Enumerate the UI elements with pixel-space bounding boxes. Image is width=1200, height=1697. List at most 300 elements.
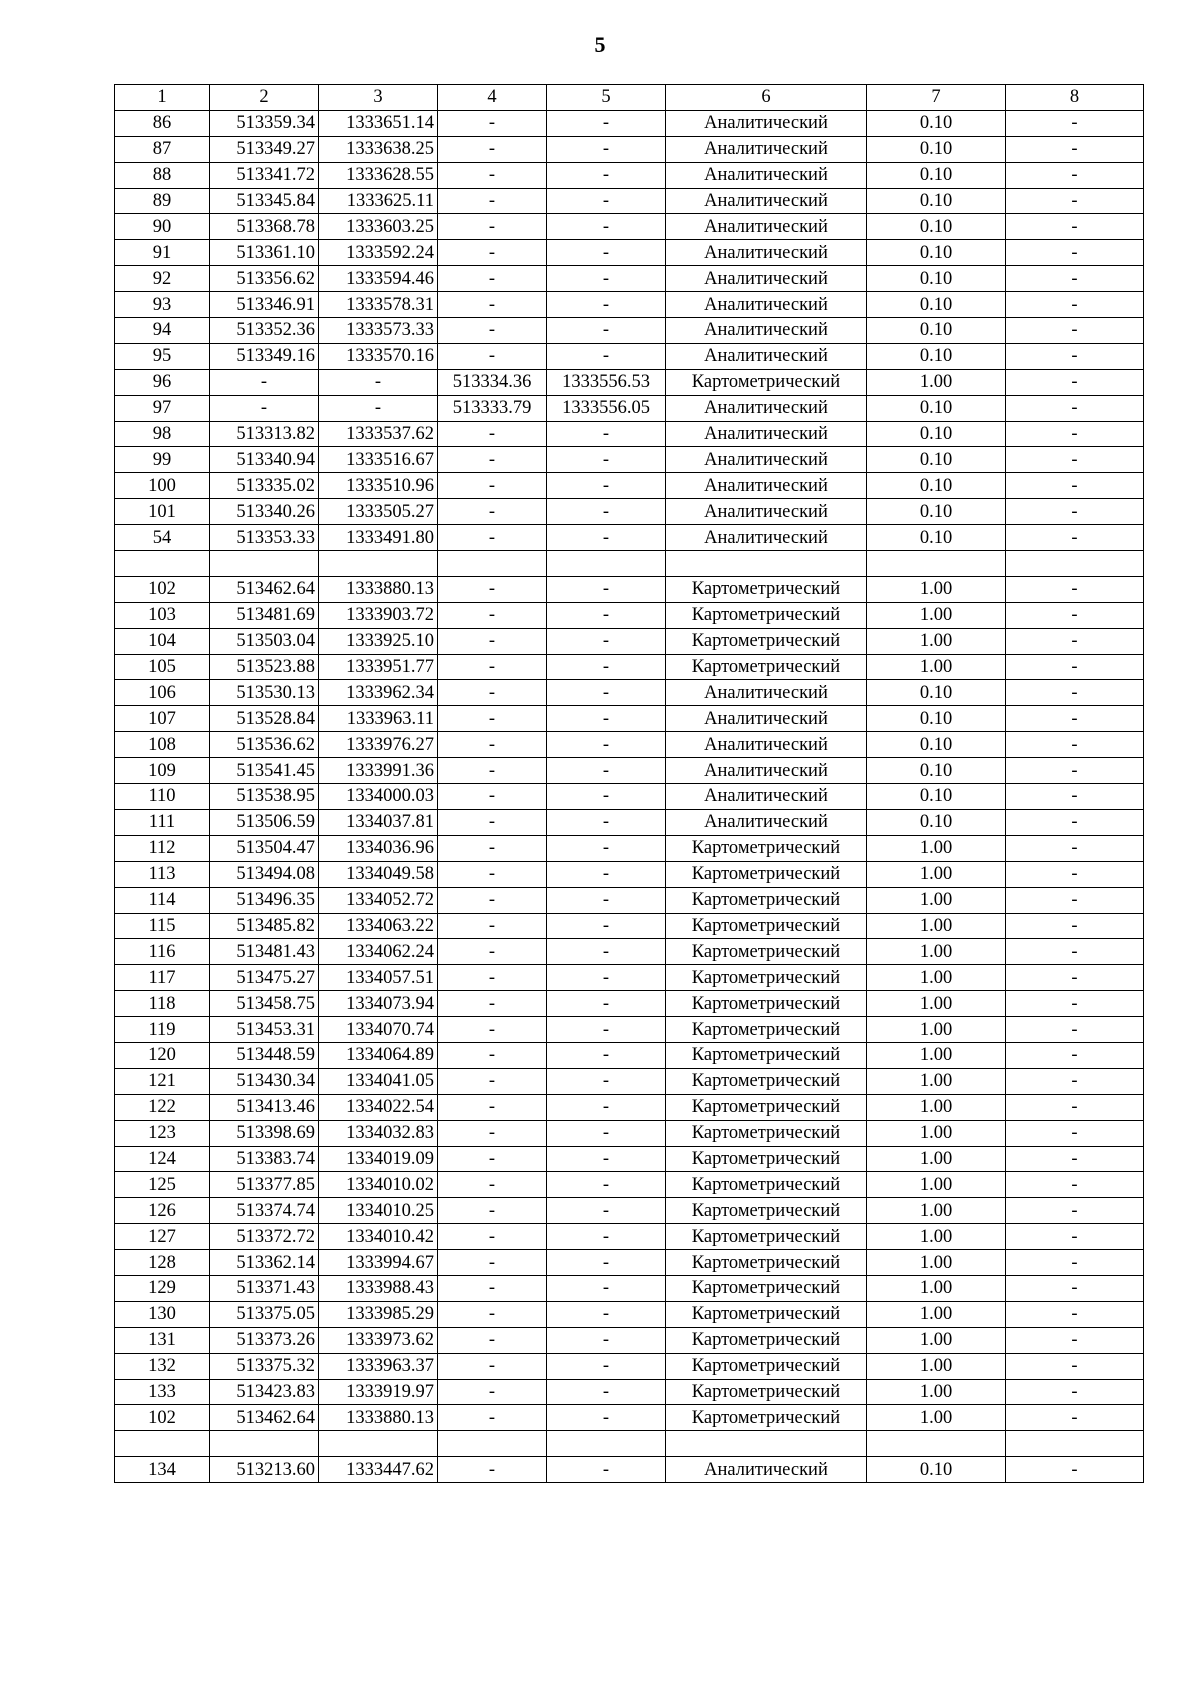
table-cell: -: [547, 421, 666, 447]
table-cell: 1.00: [867, 939, 1006, 965]
table-cell: [666, 1431, 867, 1457]
table-cell: -: [1006, 628, 1144, 654]
table-cell: 1333951.77: [319, 654, 438, 680]
table-cell: 0.10: [867, 421, 1006, 447]
table-cell: 513372.72: [210, 1224, 319, 1250]
table-cell: -: [438, 965, 547, 991]
table-cell: -: [547, 1146, 666, 1172]
table-cell: 1.00: [867, 628, 1006, 654]
table-row: [115, 1017, 1144, 1043]
table-separator-row: [115, 551, 1144, 577]
table-cell: -: [547, 499, 666, 525]
table-cell: -: [1006, 784, 1144, 810]
table-cell: 1334057.51: [319, 965, 438, 991]
table-cell: Аналитический: [666, 706, 867, 732]
table-cell: -: [319, 395, 438, 421]
table-cell: 513335.02: [210, 473, 319, 499]
table-cell: 513373.26: [210, 1327, 319, 1353]
table-cell: 127: [115, 1224, 210, 1250]
table-cell: 0.10: [867, 784, 1006, 810]
table-separator-row: [115, 1431, 1144, 1457]
table-cell: 513530.13: [210, 680, 319, 706]
table-cell: -: [438, 1120, 547, 1146]
table-cell: [438, 551, 547, 577]
table-cell: -: [547, 1042, 666, 1068]
table-row: [115, 628, 1144, 654]
table-cell: 513496.35: [210, 887, 319, 913]
table-cell: -: [438, 1353, 547, 1379]
table-cell: 513371.43: [210, 1275, 319, 1301]
table-cell: -: [547, 965, 666, 991]
table-row: [115, 1042, 1144, 1068]
table-row: [115, 680, 1144, 706]
table-cell: 513528.84: [210, 706, 319, 732]
table-cell: -: [438, 1301, 547, 1327]
table-cell: 116: [115, 939, 210, 965]
table-cell: 513541.45: [210, 758, 319, 784]
table-cell: 0.10: [867, 136, 1006, 162]
table-cell: -: [438, 628, 547, 654]
table-cell: 1333962.34: [319, 680, 438, 706]
table-cell: 513359.34: [210, 110, 319, 136]
table-cell: 0.10: [867, 680, 1006, 706]
table-cell: 0.10: [867, 292, 1006, 318]
table-cell: -: [1006, 343, 1144, 369]
table-cell: 1333991.36: [319, 758, 438, 784]
table-cell: -: [1006, 499, 1144, 525]
table-cell: 96: [115, 369, 210, 395]
table-cell: -: [438, 1198, 547, 1224]
table-cell: 111: [115, 809, 210, 835]
table-cell: 1.00: [867, 1198, 1006, 1224]
table-cell: -: [1006, 1327, 1144, 1353]
table-row: [115, 1405, 1144, 1431]
table-cell: [210, 1431, 319, 1457]
table-cell: Аналитический: [666, 395, 867, 421]
table-header-row: [115, 85, 1144, 111]
table-row: [115, 706, 1144, 732]
table-cell: -: [1006, 1017, 1144, 1043]
table-cell: -: [438, 835, 547, 861]
table-cell: -: [547, 1405, 666, 1431]
table-cell: -: [1006, 732, 1144, 758]
table-cell: 513368.78: [210, 214, 319, 240]
table-row: [115, 1172, 1144, 1198]
table-cell: 101: [115, 499, 210, 525]
table-cell: Картометрический: [666, 602, 867, 628]
table-cell: -: [1006, 136, 1144, 162]
table-cell: 1333505.27: [319, 499, 438, 525]
table-cell: -: [547, 318, 666, 344]
table-cell: 1.00: [867, 369, 1006, 395]
table-cell: -: [547, 292, 666, 318]
table-cell: 0.10: [867, 447, 1006, 473]
table-cell: 1333570.16: [319, 343, 438, 369]
table-cell: 513538.95: [210, 784, 319, 810]
table-cell: 1.00: [867, 1275, 1006, 1301]
table-cell: Картометрический: [666, 1353, 867, 1379]
table-cell: -: [438, 706, 547, 732]
table-cell: -: [547, 1457, 666, 1483]
table-cell: 513377.85: [210, 1172, 319, 1198]
table-cell: [115, 1431, 210, 1457]
table-cell: -: [547, 913, 666, 939]
table-cell: 0.10: [867, 110, 1006, 136]
table-cell: -: [438, 784, 547, 810]
table-row: [115, 110, 1144, 136]
table-cell: Аналитический: [666, 110, 867, 136]
table-row: [115, 499, 1144, 525]
table-cell: 88: [115, 162, 210, 188]
table-cell: Картометрический: [666, 1198, 867, 1224]
table-cell: 1333925.10: [319, 628, 438, 654]
table-cell: 1.00: [867, 1301, 1006, 1327]
table-cell: -: [547, 1120, 666, 1146]
table-cell: 134: [115, 1457, 210, 1483]
table-cell: Аналитический: [666, 473, 867, 499]
table-row: [115, 1301, 1144, 1327]
table-cell: Картометрический: [666, 1120, 867, 1146]
table-cell: 513346.91: [210, 292, 319, 318]
table-cell: -: [1006, 1379, 1144, 1405]
table-cell: -: [547, 991, 666, 1017]
table-cell: -: [438, 1146, 547, 1172]
table-cell: -: [1006, 1224, 1144, 1250]
table-cell: 0.10: [867, 758, 1006, 784]
table-cell: 95: [115, 343, 210, 369]
table-row: [115, 369, 1144, 395]
table-cell: -: [210, 395, 319, 421]
table-cell: 128: [115, 1250, 210, 1276]
table-cell: -: [547, 1017, 666, 1043]
table-cell: -: [438, 266, 547, 292]
table-cell: -: [438, 525, 547, 551]
table-cell: 125: [115, 1172, 210, 1198]
table-cell: 513413.46: [210, 1094, 319, 1120]
table-cell: 513523.88: [210, 654, 319, 680]
table-cell: -: [438, 1327, 547, 1353]
table-cell: 513481.69: [210, 602, 319, 628]
table-cell: 1333516.67: [319, 447, 438, 473]
table-cell: Аналитический: [666, 732, 867, 758]
table-cell: -: [1006, 266, 1144, 292]
table-cell: 1333880.13: [319, 576, 438, 602]
table-cell: Аналитический: [666, 784, 867, 810]
table-row: [115, 1198, 1144, 1224]
table-cell: 513383.74: [210, 1146, 319, 1172]
table-cell: 1333510.96: [319, 473, 438, 499]
table-row: [115, 965, 1144, 991]
table-cell: 1334032.83: [319, 1120, 438, 1146]
table-cell: Картометрический: [666, 1068, 867, 1094]
table-cell: -: [547, 680, 666, 706]
table-cell: -: [547, 1379, 666, 1405]
table-cell: 0.10: [867, 343, 1006, 369]
table-cell: -: [1006, 576, 1144, 602]
table-cell: -: [1006, 887, 1144, 913]
table-cell: -: [438, 1457, 547, 1483]
table-cell: Аналитический: [666, 188, 867, 214]
table-cell: -: [1006, 421, 1144, 447]
table-cell: -: [438, 939, 547, 965]
table-cell: 1334073.94: [319, 991, 438, 1017]
table-cell: 1333578.31: [319, 292, 438, 318]
table-cell: -: [1006, 991, 1144, 1017]
table-cell: [319, 551, 438, 577]
table-cell: 0.10: [867, 318, 1006, 344]
table-cell: 112: [115, 835, 210, 861]
table-cell: [115, 551, 210, 577]
table-cell: -: [438, 1250, 547, 1276]
table-cell: Аналитический: [666, 214, 867, 240]
table-row: [115, 395, 1144, 421]
table-cell: -: [1006, 1457, 1144, 1483]
table-cell: -: [319, 369, 438, 395]
table-cell: 1334000.03: [319, 784, 438, 810]
table-cell: 513349.16: [210, 343, 319, 369]
table-cell: 1334037.81: [319, 809, 438, 835]
table-cell: 0.10: [867, 188, 1006, 214]
table-cell: -: [1006, 809, 1144, 835]
column-header: 4: [438, 85, 547, 111]
table-cell: 1333903.72: [319, 602, 438, 628]
table-cell: -: [547, 240, 666, 266]
table-cell: 106: [115, 680, 210, 706]
table-cell: 1333973.62: [319, 1327, 438, 1353]
table-cell: 513352.36: [210, 318, 319, 344]
table-cell: 1333919.97: [319, 1379, 438, 1405]
table-cell: 513374.74: [210, 1198, 319, 1224]
table-row: [115, 473, 1144, 499]
table-cell: 513506.59: [210, 809, 319, 835]
table-cell: [867, 551, 1006, 577]
table-cell: -: [438, 1094, 547, 1120]
table-cell: -: [438, 1042, 547, 1068]
table-cell: 124: [115, 1146, 210, 1172]
table-cell: Картометрический: [666, 369, 867, 395]
table-cell: 90: [115, 214, 210, 240]
table-cell: 114: [115, 887, 210, 913]
table-cell: Картометрический: [666, 628, 867, 654]
table-cell: 0.10: [867, 499, 1006, 525]
table-cell: 1333963.11: [319, 706, 438, 732]
table-cell: 133: [115, 1379, 210, 1405]
table-cell: Аналитический: [666, 1457, 867, 1483]
table-cell: 1334052.72: [319, 887, 438, 913]
table-cell: 1.00: [867, 1379, 1006, 1405]
table-cell: 113: [115, 861, 210, 887]
table-row: [115, 887, 1144, 913]
table-cell: -: [438, 861, 547, 887]
table-cell: [319, 1431, 438, 1457]
table-cell: 513341.72: [210, 162, 319, 188]
table-row: [115, 343, 1144, 369]
table-cell: 513462.64: [210, 576, 319, 602]
table-cell: 1.00: [867, 1405, 1006, 1431]
table-cell: -: [547, 188, 666, 214]
table-cell: -: [438, 887, 547, 913]
table-cell: 129: [115, 1275, 210, 1301]
table-row: [115, 525, 1144, 551]
table-cell: 1333963.37: [319, 1353, 438, 1379]
table-cell: -: [438, 1379, 547, 1405]
table-row: [115, 1224, 1144, 1250]
table-cell: -: [438, 110, 547, 136]
table-cell: -: [547, 939, 666, 965]
table-row: [115, 1353, 1144, 1379]
table-cell: 1333638.25: [319, 136, 438, 162]
table-cell: Картометрический: [666, 1275, 867, 1301]
table-cell: -: [438, 602, 547, 628]
table-cell: Аналитический: [666, 499, 867, 525]
table-row: [115, 292, 1144, 318]
table-cell: 1334010.02: [319, 1172, 438, 1198]
table-cell: 513356.62: [210, 266, 319, 292]
table-cell: -: [1006, 188, 1144, 214]
column-header: 1: [115, 85, 210, 111]
table-cell: 1333447.62: [319, 1457, 438, 1483]
table-cell: 513349.27: [210, 136, 319, 162]
table-cell: 54: [115, 525, 210, 551]
table-row: [115, 654, 1144, 680]
table-cell: -: [547, 887, 666, 913]
table-cell: 513345.84: [210, 188, 319, 214]
table-cell: 1.00: [867, 576, 1006, 602]
table-cell: Картометрический: [666, 576, 867, 602]
table-cell: -: [1006, 1275, 1144, 1301]
table-cell: 1.00: [867, 1017, 1006, 1043]
table-cell: Картометрический: [666, 887, 867, 913]
table-cell: -: [438, 1068, 547, 1094]
table-cell: 1.00: [867, 991, 1006, 1017]
table-cell: Картометрический: [666, 654, 867, 680]
table-cell: 1333880.13: [319, 1405, 438, 1431]
table-cell: Аналитический: [666, 421, 867, 447]
table-cell: 92: [115, 266, 210, 292]
table-cell: -: [1006, 447, 1144, 473]
table-cell: 1.00: [867, 654, 1006, 680]
table-cell: 1334022.54: [319, 1094, 438, 1120]
table-cell: 1333537.62: [319, 421, 438, 447]
table-cell: -: [547, 758, 666, 784]
table-cell: 513485.82: [210, 913, 319, 939]
table-row: [115, 1120, 1144, 1146]
table-cell: -: [438, 1275, 547, 1301]
table-cell: 513361.10: [210, 240, 319, 266]
table-cell: 513313.82: [210, 421, 319, 447]
table-cell: 0.10: [867, 240, 1006, 266]
table-row: [115, 240, 1144, 266]
table-cell: -: [547, 654, 666, 680]
table-cell: -: [1006, 110, 1144, 136]
table-cell: Аналитический: [666, 343, 867, 369]
table-cell: 117: [115, 965, 210, 991]
table-cell: 513462.64: [210, 1405, 319, 1431]
table-row: [115, 861, 1144, 887]
table-cell: -: [1006, 1198, 1144, 1224]
table-cell: 513362.14: [210, 1250, 319, 1276]
table-cell: 1333556.05: [547, 395, 666, 421]
table-cell: 1.00: [867, 1224, 1006, 1250]
table-cell: -: [547, 214, 666, 240]
table-cell: -: [1006, 292, 1144, 318]
table-cell: -: [438, 240, 547, 266]
table-cell: -: [438, 732, 547, 758]
table-cell: Аналитический: [666, 525, 867, 551]
table-cell: -: [438, 1017, 547, 1043]
table-cell: -: [438, 447, 547, 473]
table-cell: 99: [115, 447, 210, 473]
table-cell: 89: [115, 188, 210, 214]
table-cell: -: [1006, 913, 1144, 939]
table-cell: 1334036.96: [319, 835, 438, 861]
table-cell: 1.00: [867, 887, 1006, 913]
table-cell: 1334063.22: [319, 913, 438, 939]
column-header: 7: [867, 85, 1006, 111]
table-cell: -: [438, 1172, 547, 1198]
table-cell: 1334064.89: [319, 1042, 438, 1068]
column-header: 6: [666, 85, 867, 111]
table-row: [115, 266, 1144, 292]
table-cell: Картометрический: [666, 1250, 867, 1276]
table-cell: 132: [115, 1353, 210, 1379]
table-cell: -: [1006, 318, 1144, 344]
table-cell: 1.00: [867, 965, 1006, 991]
table-cell: 105: [115, 654, 210, 680]
table-cell: 1334041.05: [319, 1068, 438, 1094]
column-header: 2: [210, 85, 319, 111]
table-cell: 1334010.25: [319, 1198, 438, 1224]
table-cell: Картометрический: [666, 835, 867, 861]
table-cell: 513334.36: [438, 369, 547, 395]
table-row: [115, 576, 1144, 602]
table-cell: -: [547, 266, 666, 292]
table-cell: Аналитический: [666, 680, 867, 706]
table-row: [115, 1250, 1144, 1276]
table-cell: -: [1006, 835, 1144, 861]
table-cell: 513375.32: [210, 1353, 319, 1379]
table-cell: 1.00: [867, 1327, 1006, 1353]
coordinates-table: [114, 84, 1144, 1483]
table-cell: -: [547, 576, 666, 602]
table-row: [115, 1379, 1144, 1405]
table-cell: 1334070.74: [319, 1017, 438, 1043]
table-cell: -: [1006, 1094, 1144, 1120]
table-cell: 513375.05: [210, 1301, 319, 1327]
table-cell: 1333573.33: [319, 318, 438, 344]
table-cell: -: [1006, 680, 1144, 706]
column-header: 3: [319, 85, 438, 111]
table-row: [115, 447, 1144, 473]
table-cell: -: [438, 136, 547, 162]
table-row: [115, 421, 1144, 447]
table-cell: Картометрический: [666, 1405, 867, 1431]
table-cell: 98: [115, 421, 210, 447]
table-cell: 102: [115, 576, 210, 602]
table-cell: 0.10: [867, 706, 1006, 732]
table-cell: [666, 551, 867, 577]
table-cell: -: [438, 576, 547, 602]
table-cell: -: [547, 1224, 666, 1250]
table-cell: 1333594.46: [319, 266, 438, 292]
table-cell: -: [438, 758, 547, 784]
table-cell: -: [438, 680, 547, 706]
table-cell: -: [547, 1094, 666, 1120]
table-cell: -: [547, 784, 666, 810]
table-cell: -: [1006, 473, 1144, 499]
table-cell: -: [1006, 939, 1144, 965]
table-cell: -: [1006, 1353, 1144, 1379]
